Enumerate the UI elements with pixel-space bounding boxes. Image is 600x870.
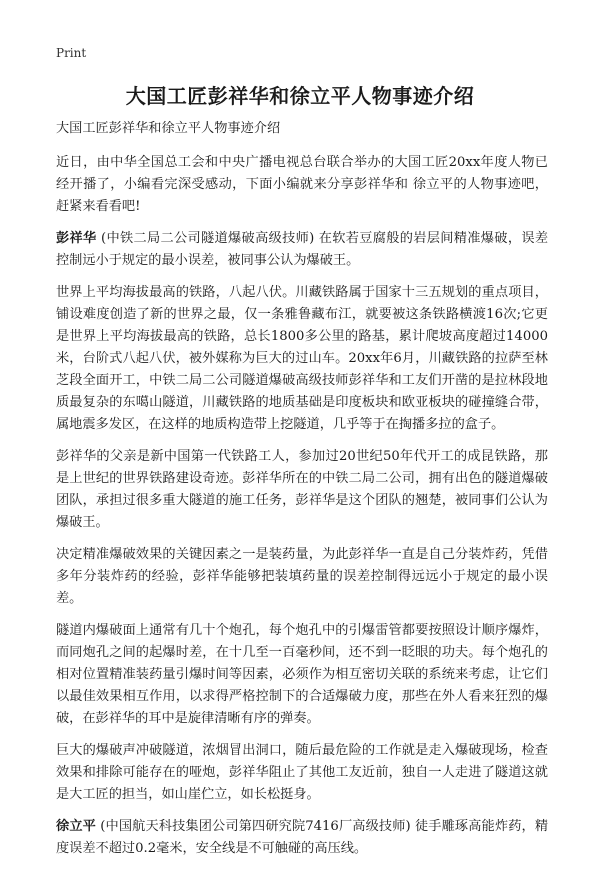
xu-intro-text: (中国航天科技集团公司第四研究院7416厂高级技师) 徒手雕琢高能炸药，精度误差不超过0.2毫米，安全线是不可触碰的高压线。 bbox=[56, 819, 549, 856]
peng-intro-text: (中铁二局二公司隧道爆破高级技师) 在软若豆腐般的岩层间精准爆破，误差控制远小于规定的最小误差，被同事公认为爆破王。 bbox=[56, 231, 549, 268]
print-link[interactable]: Print bbox=[56, 46, 87, 60]
railway-paragraph: 世界上平均海拔最高的铁路，八起八伏。川藏铁路属于国家十三五规划的重点项目，铺设难度创造了新的世界之最，仅一条雅鲁藏布江，就要被这条铁路横渡16次;它更是世界上平均海拔最高的铁路，总长1800多公里的路基，累计爬坡高度超过14000米，台阶式八起八伏，被外媒称为巨大的过山车。20xx年6月，川藏铁路的拉萨至林芝段全面开工，中铁二局二公司隧道爆破高级技师彭祥华和工友们开凿的是拉林段地质最复杂的东噶山隧道，川藏铁路的地质基础是印度板块和欧亚板块的碰撞缝合带，属地震多发区，在这样的地质构造带上挖隧道，几乎等于在掏播多拉的盒子。 bbox=[56, 285, 548, 432]
explosive-paragraph: 决定精准爆破效果的关键因素之一是装药量，为此彭祥华一直是自己分装炸药，凭借多年分装炸药的经验，彭祥华能够把装填药量的误差控制得远远小于规定的最小误差。 bbox=[56, 547, 548, 606]
tunnel-paragraph: 巨大的爆破声冲破隧道，浓烟冒出洞口，随后最危险的工作就是走入爆破现场，检查效果和排除可能存在的哑炮，彭祥华阻止了其他工友近前，独自一人走进了隧道这就是大工匠的担当，如山崖伫立，如长松挺身。 bbox=[56, 743, 548, 802]
person-name-peng: 彭祥华 bbox=[56, 231, 97, 246]
father-paragraph: 彭祥华的父亲是新中国第一代铁路工人，参加过20世纪50年代开工的成昆铁路，那是上世纪的世界铁路建设奇迹。彭祥华所在的中铁二局二公司，拥有出色的隧道爆破团队，承担过很多重大隧道的施工任务，彭祥华是这个团队的翘楚，被同事们公认为爆破王。 bbox=[56, 449, 548, 530]
xu-intro-paragraph bbox=[56, 816, 548, 860]
page-title: 大国工匠彭祥华和徐立平人物事迹介绍 bbox=[125, 84, 475, 108]
article-body bbox=[56, 118, 548, 870]
article-subtitle: 大国工匠彭祥华和徐立平人物事迹介绍 bbox=[56, 121, 281, 136]
peng-intro-paragraph bbox=[56, 228, 548, 272]
person-name-xu: 徐立平 bbox=[56, 819, 96, 834]
blast-holes-paragraph: 隧道内爆破面上通常有几十个炮孔，每个炮孔中的引爆雷管都要按照设计顺序爆炸，而同炮孔之间的起爆时差，在十几至一百毫秒间，还不到一眨眼的功夫。每个炮孔的相对位置精准装药量引爆时间等因素，必须作为相互密切关联的系统来考虑，让它们以最佳效果相互作用，以求得严格控制下的合适爆破力度，那些在外人看来狂烈的爆破，在彭祥华的耳中是旋律清晰有序的弹奏。 bbox=[56, 623, 548, 726]
intro-paragraph: 近日，由中华全国总工会和中央广播电视总台联合举办的大国工匠20xx年度人物已经开播了，小编看完深受感动，下面小编就来分享彭祥华和 徐立平的人物事迹吧，赶紧来看看吧! bbox=[56, 155, 548, 214]
